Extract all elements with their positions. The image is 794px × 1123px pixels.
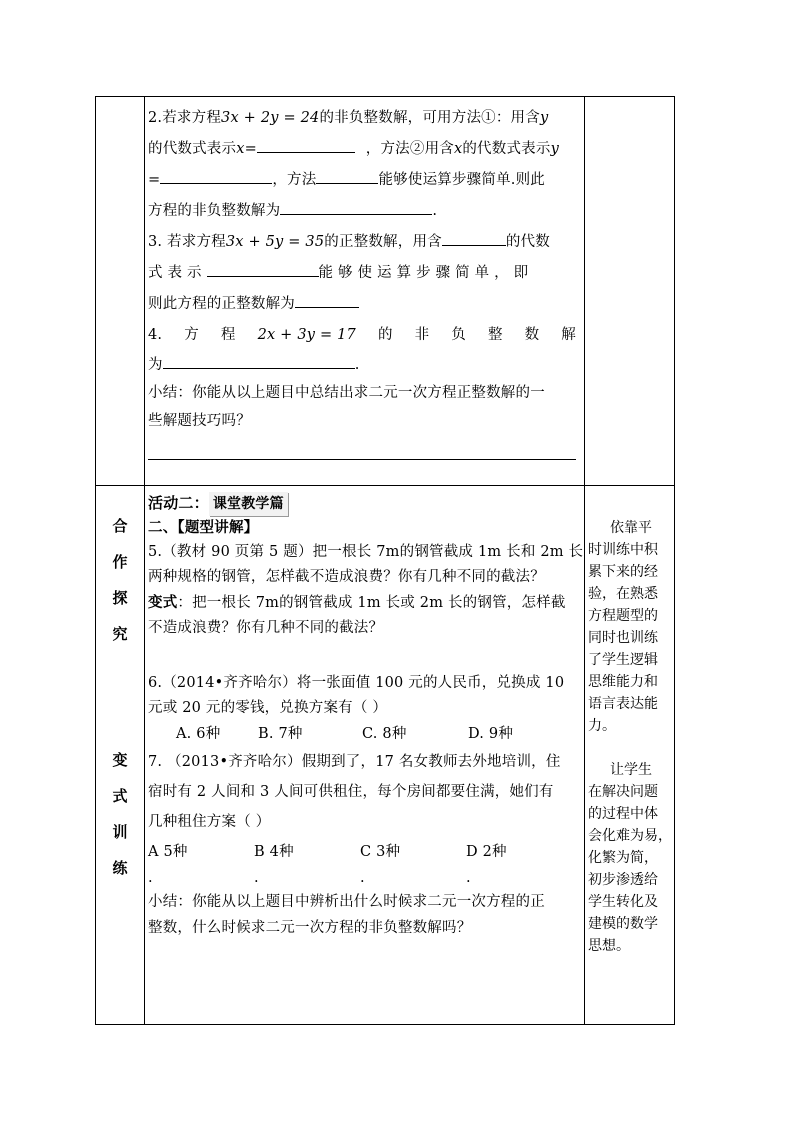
q7-line3: 几种租住方案（ ） bbox=[148, 814, 271, 830]
note2-line: 化繁为简， bbox=[588, 850, 658, 866]
q2-line4-period: . bbox=[432, 203, 438, 219]
label-lian: 练 bbox=[112, 859, 128, 877]
q2-blank-1 bbox=[257, 138, 355, 153]
q2-var-y-2: y bbox=[550, 141, 559, 157]
note2-line: 初步渗透给 bbox=[588, 872, 658, 888]
q2-line2 bbox=[148, 134, 580, 165]
q6-option-c: C. 8种 bbox=[362, 726, 407, 742]
q2-var-x: x bbox=[236, 141, 245, 157]
q6-option-a: A. 6种 bbox=[176, 726, 221, 742]
note2-line: 学生转化及 bbox=[588, 894, 658, 910]
q4-blank bbox=[163, 354, 355, 369]
note2-line: 让学生 bbox=[610, 762, 652, 778]
note1-line: 累下来的经 bbox=[588, 564, 658, 580]
note2-line: 会化难为易， bbox=[588, 828, 672, 844]
q4-word-4: 非 bbox=[414, 327, 430, 343]
q3-line2-text: 式 表 示 bbox=[148, 265, 202, 281]
note2-line: 的过程中体 bbox=[588, 806, 658, 822]
note1-line: 语言表达能 bbox=[588, 696, 658, 712]
q4-word-7: 数 bbox=[524, 327, 540, 343]
q6-option-d: D. 9种 bbox=[468, 726, 514, 742]
spacer bbox=[148, 641, 580, 671]
top-summary-line1: 小结：你能从以上题目中总结出求二元一次方程正整数解的一 bbox=[148, 385, 545, 401]
activity-badge: 课堂教学篇 bbox=[209, 492, 288, 516]
q2-prefix: 2.若求方程 bbox=[148, 110, 222, 126]
q6-options bbox=[148, 721, 580, 747]
variant-label: 变式 bbox=[148, 594, 178, 611]
q3-line3 bbox=[148, 289, 580, 320]
label-bian: 变 bbox=[112, 751, 128, 769]
top-summary-line2: 些解题技巧吗？ bbox=[148, 413, 251, 429]
q2-line1 bbox=[148, 103, 580, 134]
label-jiu: 究 bbox=[112, 625, 128, 643]
q3-blank-2 bbox=[207, 262, 319, 277]
q5-line2: 两种规格的钢管，怎样截不造成浪费？你有几种不同的截法？ bbox=[148, 569, 545, 585]
q4-line2-period: . bbox=[354, 357, 360, 373]
q3-line2-text-2: 能 够 使 运 算 步 骤 简 单 ， 即 bbox=[318, 265, 529, 281]
label-tan: 探 bbox=[112, 589, 128, 607]
variant-text: ：把一根长 7m的钢管截成 1m 长或 2m 长的钢管，怎样截 bbox=[177, 595, 566, 611]
q7-dot-d: . bbox=[466, 870, 471, 886]
note-spacer bbox=[588, 737, 674, 759]
q2-blank-2 bbox=[160, 169, 272, 184]
q4-line1 bbox=[148, 320, 576, 351]
activity-cell bbox=[148, 491, 584, 941]
q4-word-1: 方 bbox=[184, 327, 199, 343]
q3-equation: 3x + 5y = 35 bbox=[225, 234, 325, 250]
q2-line3 bbox=[148, 165, 580, 196]
q4-line2-text: 为 bbox=[148, 357, 163, 373]
q7-line2: 宿时有 2 人间和 3 人间可供租住，每个房间都要住满，她们有 bbox=[148, 784, 554, 800]
variant-line1 bbox=[148, 590, 580, 616]
q2-line4-text: 方程的非负整数解为 bbox=[148, 203, 281, 219]
q5-line1: 5.（教材 90 页第 5 题）把一根长 7m的钢管截成 1m 长和 2m 长 bbox=[148, 544, 584, 560]
note2-line: 在解决问题 bbox=[588, 784, 658, 800]
q4-word-5: 负 bbox=[451, 327, 466, 343]
note1-line: 验，在熟悉 bbox=[588, 586, 658, 602]
note1-line: 思维能力和 bbox=[588, 674, 658, 690]
q2-var-x-2: x bbox=[453, 141, 463, 157]
column-divider-left bbox=[144, 97, 145, 1024]
note1-line: 方程题型的 bbox=[588, 608, 658, 624]
q2-line4 bbox=[148, 196, 580, 227]
activity-summary-line2: 整数，什么时候求二元一次方程的非负整数解吗？ bbox=[148, 920, 472, 936]
q2-line2-method2: ，方法②用含 bbox=[365, 141, 454, 157]
q2-line3-text: 能够使运算步骤简单.则此 bbox=[378, 172, 545, 188]
variant-line2: 不造成浪费？你有几种不同的截法？ bbox=[148, 620, 384, 636]
q3-post: 的代数 bbox=[505, 234, 550, 250]
q2-eqsign: = bbox=[244, 141, 257, 157]
label-shi: 式 bbox=[112, 787, 128, 805]
note1-line: 了学生逻辑 bbox=[588, 652, 658, 668]
label-he: 合 bbox=[112, 517, 128, 535]
q6-line1: 6.（2014•齐齐哈尔）将一张面值 100 元的人民币，兑换成 10 bbox=[148, 675, 565, 691]
q2-line2-text-2: 的代数式表示 bbox=[462, 141, 551, 157]
activity-summary-line1: 小结：你能从以上题目中辨析出什么时候求二元一次方程的正 bbox=[148, 894, 545, 910]
note1-line: 力。 bbox=[588, 718, 616, 734]
note1-line: 同时也训练 bbox=[588, 630, 658, 646]
q7-dot-b: . bbox=[254, 870, 259, 886]
q7-option-b: B 4种 bbox=[254, 844, 294, 860]
q6-option-b: B. 7种 bbox=[258, 726, 303, 742]
note1-line: 时训练中积 bbox=[588, 542, 658, 558]
q7-dots bbox=[148, 867, 580, 889]
q3-blank-1 bbox=[442, 231, 506, 246]
answer-line bbox=[148, 459, 576, 460]
q7-dot-a: . bbox=[148, 870, 153, 886]
q2-text: 的非负整数解，可用方法①：用含 bbox=[319, 110, 540, 126]
left-label-cell bbox=[96, 485, 144, 1025]
q3-line2 bbox=[148, 258, 580, 289]
column-divider-right bbox=[584, 97, 585, 1024]
section-heading: 二、【题型讲解】 bbox=[148, 519, 259, 536]
note2-line: 思想。 bbox=[588, 938, 630, 954]
note1-line: 依靠平 bbox=[610, 520, 652, 536]
q4-equation: 2x + 3y = 17 bbox=[257, 327, 356, 343]
q3-prefix: 3. 若求方程 bbox=[148, 234, 226, 250]
q7-options bbox=[148, 837, 580, 867]
q3-line3-text: 则此方程的正整数解为 bbox=[148, 296, 295, 312]
lesson-table bbox=[95, 96, 675, 1025]
activity-title-text: 活动二： bbox=[148, 494, 209, 512]
q2-blank-3 bbox=[316, 169, 378, 184]
q2-var-y: y bbox=[539, 110, 549, 126]
label-zuo: 作 bbox=[112, 553, 128, 571]
note2-line: 建模的数学 bbox=[588, 916, 658, 932]
activity-title bbox=[148, 491, 580, 516]
q4-line2 bbox=[148, 351, 580, 379]
teaching-notes-cell bbox=[588, 517, 674, 957]
q7-option-d: D 2种 bbox=[466, 844, 507, 860]
q4-word-6: 整 bbox=[487, 327, 503, 343]
row-divider bbox=[96, 485, 674, 486]
q3-blank-3 bbox=[295, 293, 359, 308]
q7-option-c: C 3种 bbox=[360, 844, 401, 860]
q4-word-3: 的 bbox=[377, 327, 393, 343]
q2-equation: 3x + 2y = 24 bbox=[221, 110, 320, 126]
q2-line2-text: 的代数式表示 bbox=[148, 141, 237, 157]
q3-text: 的正整数解，用含 bbox=[324, 234, 442, 250]
q2-line3-eq: = bbox=[148, 172, 161, 188]
q7-option-a: A 5种 bbox=[148, 844, 188, 860]
q3-line1 bbox=[148, 227, 580, 258]
label-xun: 训 bbox=[112, 823, 128, 841]
q4-prefix: 4. bbox=[148, 327, 163, 343]
q7-line1: 7. （2013•齐齐哈尔）假期到了，17 名女教师去外地培训，住 bbox=[148, 754, 561, 770]
q7-dot-c: . bbox=[360, 870, 365, 886]
q6-line2: 元或 20 元的零钱，兑换方案有（ ） bbox=[148, 700, 388, 716]
q4-word-2: 程 bbox=[220, 327, 236, 343]
top-content-cell bbox=[148, 103, 580, 435]
q4-word-8: 解 bbox=[561, 327, 576, 343]
q2-line3-method: ，方法 bbox=[272, 172, 317, 188]
q2-blank-4 bbox=[280, 200, 432, 215]
